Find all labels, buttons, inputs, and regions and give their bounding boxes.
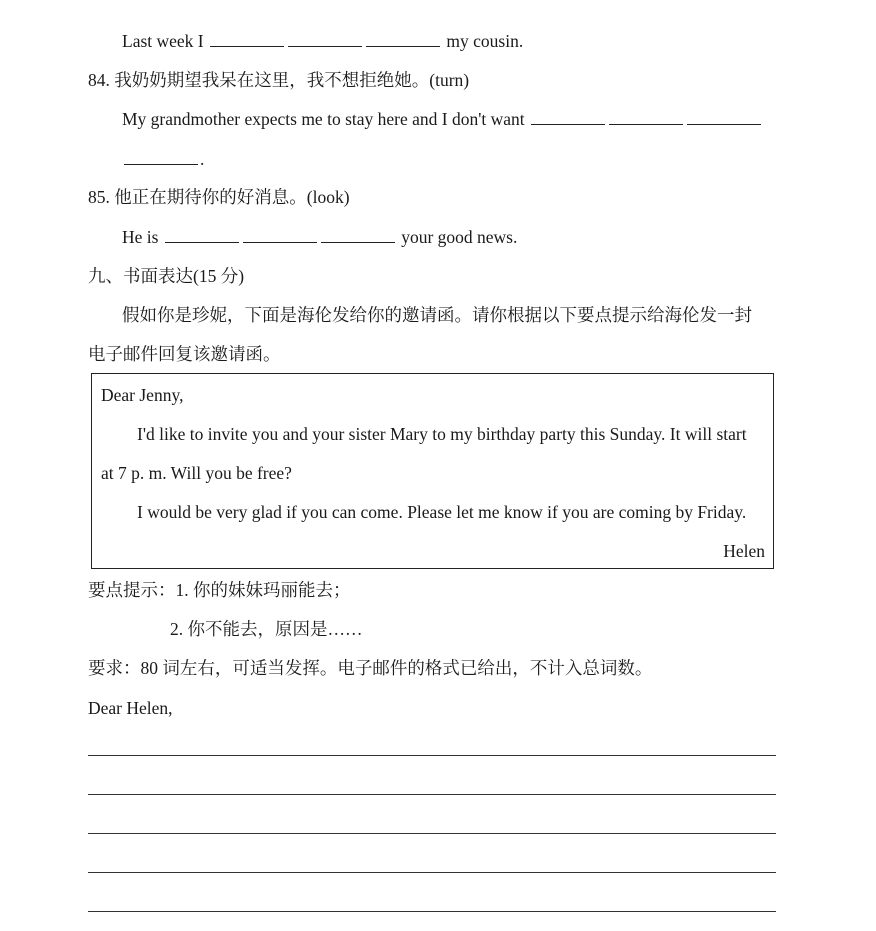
section-score: (15 分) — [193, 266, 245, 286]
question-chinese: 他正在期待你的好消息。 — [114, 187, 307, 207]
points-line2 — [170, 618, 363, 640]
answer-blank[interactable] — [124, 163, 198, 165]
section-intro-line1: 假如你是珍妮，下面是海伦发给你的邀请函。请你根据以下要点提示给海伦发一封 — [122, 305, 752, 325]
q85-answer-line — [122, 226, 517, 248]
q83-line — [122, 30, 523, 52]
section-heading — [88, 265, 244, 287]
q85-post: your good news. — [401, 227, 518, 247]
answer-blank[interactable] — [366, 45, 440, 47]
points-line1 — [88, 579, 351, 601]
q85-prompt — [88, 186, 350, 208]
answer-blank[interactable] — [288, 45, 362, 47]
q84-end: . — [200, 149, 205, 169]
answer-blank[interactable] — [243, 241, 317, 243]
answer-blank[interactable] — [321, 241, 395, 243]
points-label: 要点提示： — [88, 580, 176, 600]
question-chinese: 我奶奶期望我呆在这里，我不想拒绝她。 — [114, 70, 430, 90]
section-title: 九、书面表达 — [88, 266, 193, 286]
reply-greeting: Dear Helen, — [88, 698, 173, 718]
q84-answer-line — [122, 108, 763, 130]
letter-line2: at 7 p. m. Will you be free? — [101, 463, 292, 483]
question-hint: (turn) — [429, 70, 470, 90]
q84-answer-line2 — [122, 148, 204, 170]
answer-blank[interactable] — [609, 123, 683, 125]
requirement-line — [88, 657, 652, 679]
question-hint: (look) — [306, 187, 350, 207]
q85-pre: He is — [122, 227, 159, 247]
letter-line3: I would be very glad if you can come. Please let me know if you are coming by Friday. — [137, 502, 747, 522]
q84-prompt — [88, 69, 469, 91]
question-number: 84. — [88, 70, 110, 90]
answer-blank[interactable] — [165, 241, 239, 243]
letter-signature: Helen — [723, 541, 765, 561]
q83-post: my cousin. — [446, 31, 524, 51]
invitation-letter-box — [91, 373, 774, 569]
section-intro-line2: 电子邮件回复该邀请函。 — [88, 344, 281, 364]
requirement-text: 80 词左右，可适当发挥。电子邮件的格式已给出，不计入总词数。 — [140, 658, 653, 678]
writing-line[interactable] — [88, 755, 776, 756]
question-number: 85. — [88, 187, 110, 207]
writing-line[interactable] — [88, 872, 776, 873]
letter-greeting: Dear Jenny, — [101, 385, 184, 405]
answer-blank[interactable] — [687, 123, 761, 125]
points-item2-num: 2. — [170, 619, 184, 639]
points-item1-num: 1. — [175, 580, 189, 600]
points-item2: 你不能去，原因是…… — [187, 619, 363, 639]
answer-blank[interactable] — [210, 45, 284, 47]
writing-line[interactable] — [88, 911, 776, 912]
writing-line[interactable] — [88, 794, 776, 795]
writing-line[interactable] — [88, 833, 776, 834]
requirement-label: 要求： — [88, 658, 141, 678]
points-item1: 你的妹妹玛丽能去； — [193, 580, 351, 600]
answer-blank[interactable] — [531, 123, 605, 125]
q83-pre: Last week I — [122, 31, 204, 51]
letter-line1: I'd like to invite you and your sister Mary to my birthday party this Sunday. It will start — [137, 424, 747, 444]
q84-pre: My grandmother expects me to stay here and I don't want — [122, 109, 525, 129]
